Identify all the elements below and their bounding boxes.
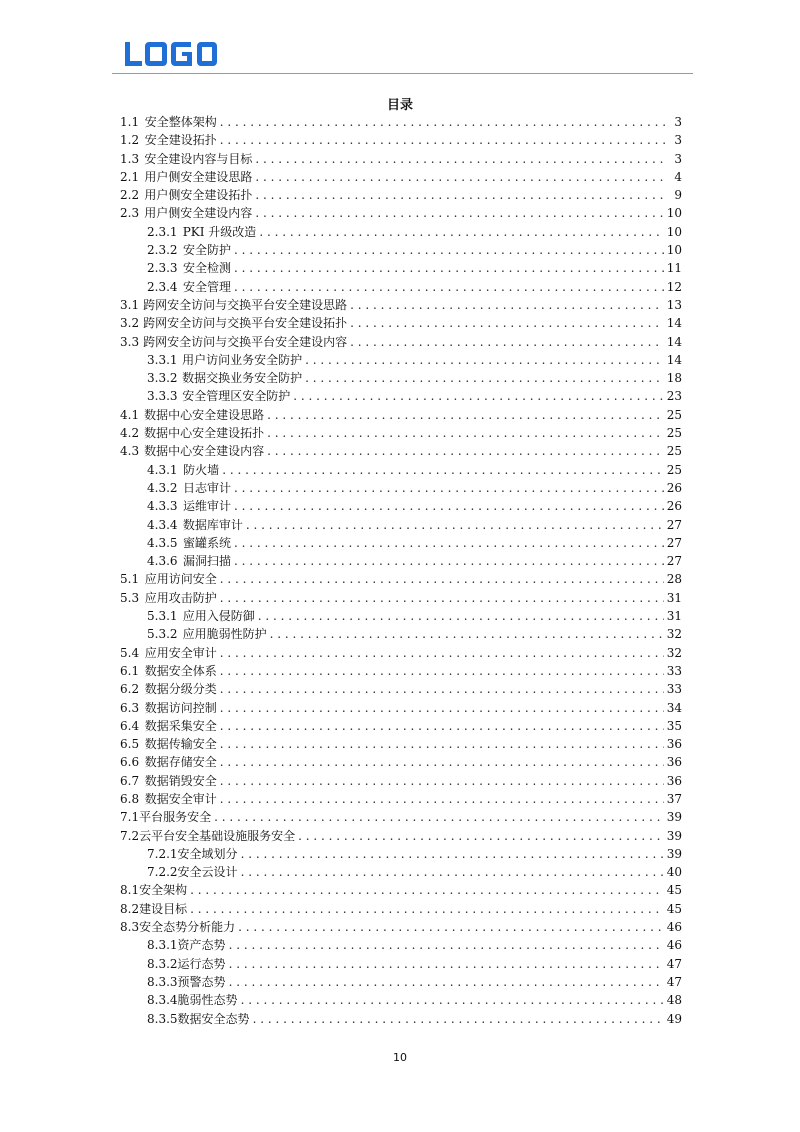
- toc-entry-number: 7.1: [120, 810, 140, 825]
- toc-entry[interactable]: [120, 699, 682, 717]
- dot-leader: [229, 955, 664, 973]
- toc-entry-page: 47: [666, 974, 682, 989]
- toc-entry-number: 2.1: [120, 169, 140, 184]
- toc-entry-page: 13: [666, 297, 682, 312]
- toc-entry-title: 数据存储安全: [144, 755, 217, 770]
- toc-entry[interactable]: [120, 223, 682, 241]
- toc-entry-title: 安全态势分析能力: [139, 920, 236, 935]
- toc-entry[interactable]: [120, 827, 682, 845]
- toc-entry-number: 5.3.1: [147, 609, 178, 624]
- toc-entry-title: 安全域划分: [177, 846, 238, 861]
- toc-entry-title: 安全云设计: [177, 865, 238, 880]
- toc-entry[interactable]: [120, 131, 682, 149]
- toc-entry-page: 25: [666, 462, 682, 477]
- toc-entry-title: 漏洞扫描: [183, 554, 232, 569]
- dot-leader: [220, 662, 664, 680]
- toc-entry-title: 跨网安全访问与交换平台安全建设内容: [143, 334, 348, 349]
- toc-entry-number: 4.3.3: [147, 499, 178, 514]
- toc-entry-number: 4.2: [120, 426, 140, 441]
- toc-entry-title: 应用访问安全: [144, 572, 217, 587]
- toc-entry[interactable]: [120, 753, 682, 771]
- dot-leader: [234, 552, 664, 570]
- logo-icon: [125, 40, 217, 68]
- toc-entry-page: 14: [666, 316, 682, 331]
- toc-entry[interactable]: [120, 881, 682, 899]
- toc-entry-title: 资产态势: [177, 938, 226, 953]
- toc-entry-page: 10: [666, 224, 682, 239]
- toc-entry-title: 应用脆弱性防护: [182, 627, 267, 642]
- toc-entry-page: 36: [666, 755, 682, 770]
- dot-leader: [229, 936, 664, 954]
- toc-entry-number: 3.2: [120, 316, 140, 331]
- toc-entry[interactable]: [120, 680, 682, 698]
- toc-entry-number: 4.3.1: [147, 462, 178, 477]
- toc-entry-number: 6.6: [120, 755, 140, 770]
- toc-entry-number: 6.4: [120, 718, 140, 733]
- toc-entry-page: 26: [666, 480, 682, 495]
- toc-entry-number: 3.1: [120, 297, 140, 312]
- toc-entry-title: 数据中心安全建设思路: [144, 407, 265, 422]
- toc-entry[interactable]: [120, 314, 682, 332]
- toc-entry-page: 46: [666, 938, 682, 953]
- toc-entry-page: 32: [666, 627, 682, 642]
- toc-entry-page: 14: [666, 334, 682, 349]
- dot-leader: [220, 131, 665, 149]
- dot-leader: [267, 406, 664, 424]
- toc-entry-number: 4.3.6: [147, 554, 178, 569]
- toc-entry-title: 安全架构: [139, 883, 188, 898]
- dot-leader: [220, 753, 664, 771]
- toc-entry-number: 4.3.4: [147, 517, 178, 532]
- dot-leader: [255, 150, 665, 168]
- toc-entry-page: 3: [674, 133, 682, 148]
- toc-entry-title: 预警态势: [177, 974, 226, 989]
- toc-entry-number: 5.4: [120, 645, 140, 660]
- toc-entry-page: 46: [666, 920, 682, 935]
- toc-entry-page: 39: [666, 810, 682, 825]
- dot-leader: [305, 369, 664, 387]
- toc-entry[interactable]: [120, 717, 682, 735]
- toc-entry-title: 数据库审计: [182, 517, 243, 532]
- toc-entry-page: 27: [666, 554, 682, 569]
- toc-entry[interactable]: [120, 461, 682, 479]
- dot-leader: [220, 680, 664, 698]
- toc-entry-page: 18: [666, 371, 682, 386]
- toc-entry-page: 33: [666, 682, 682, 697]
- page-number: 10: [393, 1051, 407, 1064]
- toc-entry-number: 4.3.2: [147, 480, 178, 495]
- toc-entry-number: 8.3.5: [147, 1011, 178, 1026]
- toc-entry-title: 安全防护: [183, 243, 232, 258]
- toc-entry-number: 7.2.1: [147, 846, 178, 861]
- toc-entry-title: 蜜罐系统: [183, 535, 232, 550]
- toc-entry-page: 31: [666, 609, 682, 624]
- toc-entry-page: 28: [666, 572, 682, 587]
- toc-entry-number: 3.3.3: [147, 389, 178, 404]
- toc-entry[interactable]: [120, 973, 682, 991]
- toc-entry-title: 数据采集安全: [144, 718, 217, 733]
- toc-entry-title: 数据中心安全建设拓扑: [144, 426, 265, 441]
- dot-leader: [220, 699, 664, 717]
- dot-leader: [190, 881, 664, 899]
- toc-entry-title: PKI 升级改造: [182, 224, 257, 239]
- dot-leader: [234, 534, 664, 552]
- toc-entry[interactable]: [120, 570, 682, 588]
- toc-entry-number: 2.3.2: [147, 243, 178, 258]
- toc-entry-title: 数据安全体系: [144, 663, 217, 678]
- toc-entry-number: 6.7: [120, 773, 140, 788]
- toc-entry-title: 数据分级分类: [144, 682, 217, 697]
- dot-leader: [305, 351, 664, 369]
- toc-entry-title: 脆弱性态势: [177, 993, 238, 1008]
- toc-entry[interactable]: [120, 333, 682, 351]
- toc-entry-page: 23: [666, 389, 682, 404]
- dot-leader: [258, 607, 664, 625]
- dot-leader: [241, 863, 664, 881]
- toc-entry-number: 4.3: [120, 444, 140, 459]
- toc-entry-title: 跨网安全访问与交换平台安全建设拓扑: [143, 316, 348, 331]
- dot-leader: [267, 442, 664, 460]
- toc-entry-title: 跨网安全访问与交换平台安全建设思路: [143, 297, 348, 312]
- toc-entry[interactable]: [120, 168, 682, 186]
- dot-leader: [234, 497, 664, 515]
- toc-entry[interactable]: [120, 625, 682, 643]
- toc-entry-title: 安全整体架构: [144, 115, 217, 129]
- toc-entry[interactable]: [120, 863, 682, 881]
- toc-entry[interactable]: [120, 772, 682, 790]
- toc-entry-page: 35: [666, 718, 682, 733]
- dot-leader: [246, 516, 664, 534]
- toc-entry-title: 数据交换业务安全防护: [182, 371, 303, 386]
- toc-entry-page: 10: [666, 206, 682, 221]
- toc-entry-page: 39: [666, 828, 682, 843]
- toc-entry-page: 47: [666, 956, 682, 971]
- toc-entry-number: 3.3.2: [147, 371, 178, 386]
- dot-leader: [220, 772, 664, 790]
- dot-leader: [241, 991, 664, 1009]
- toc-entry-number: 1.3: [120, 151, 140, 166]
- toc-entry-title: 运行态势: [177, 956, 226, 971]
- toc-entry-title: 应用安全审计: [144, 645, 217, 660]
- toc-entry-title: 运维审计: [183, 499, 232, 514]
- toc-entry-title: 平台服务安全: [139, 810, 212, 825]
- toc-entry-number: 6.5: [120, 737, 140, 752]
- toc-entry[interactable]: [120, 607, 682, 625]
- toc-entry-title: 应用攻击防护: [144, 590, 217, 605]
- dot-leader: [234, 278, 664, 296]
- toc-entry-title: 安全检测: [183, 261, 232, 276]
- dot-leader: [255, 168, 665, 186]
- dot-leader: [238, 918, 664, 936]
- dot-leader: [255, 204, 663, 222]
- company-logo: [125, 40, 217, 68]
- toc-entry-title: 云平台安全基础设施服务安全: [139, 828, 296, 843]
- toc-entry[interactable]: [120, 387, 682, 405]
- dot-leader: [259, 223, 663, 241]
- toc-title: 目录: [386, 98, 413, 113]
- toc-entry-number: 4.1: [120, 407, 140, 422]
- dot-leader: [220, 589, 664, 607]
- toc-entry-page: 4: [674, 169, 682, 184]
- toc-entry-page: 49: [666, 1011, 682, 1026]
- toc-entry-title: 数据访问控制: [144, 700, 217, 715]
- dot-leader: [253, 1010, 664, 1028]
- toc-entry-page: 26: [666, 499, 682, 514]
- toc-entry-title: 应用入侵防御: [182, 609, 255, 624]
- toc-entry-page: 25: [666, 426, 682, 441]
- toc-entry-number: 7.2.2: [147, 865, 178, 880]
- toc-entry[interactable]: [120, 406, 682, 424]
- toc-entry-number: 4.3.5: [147, 535, 178, 550]
- table-of-contents: [120, 113, 682, 1028]
- toc-entry-page: 10: [666, 243, 682, 258]
- toc-entry-number: 2.2: [120, 188, 140, 203]
- toc-entry-title: 安全建设拓扑: [144, 133, 217, 148]
- toc-entry-number: 7.2: [120, 828, 140, 843]
- toc-entry[interactable]: [120, 479, 682, 497]
- toc-entry[interactable]: [120, 644, 682, 662]
- toc-entry-page: 25: [666, 444, 682, 459]
- toc-entry[interactable]: [120, 241, 682, 259]
- toc-entry[interactable]: [120, 516, 682, 534]
- toc-entry[interactable]: [120, 204, 682, 222]
- toc-entry-page: 25: [666, 407, 682, 422]
- toc-entry-page: 34: [666, 700, 682, 715]
- dot-leader: [267, 424, 664, 442]
- toc-entry-page: 9: [674, 188, 682, 203]
- dot-leader: [220, 790, 664, 808]
- dot-leader: [241, 845, 664, 863]
- toc-entry-number: 8.3.4: [147, 993, 178, 1008]
- toc-entry-title: 用户访问业务安全防护: [182, 352, 303, 367]
- toc-entry-number: 3.3.1: [147, 352, 178, 367]
- toc-entry-number: 8.3.3: [147, 974, 178, 989]
- toc-entry[interactable]: [120, 955, 682, 973]
- toc-entry[interactable]: [120, 900, 682, 918]
- toc-entry-page: 14: [666, 352, 682, 367]
- toc-entry-page: 3: [674, 151, 682, 166]
- toc-entry-page: 3: [674, 115, 682, 129]
- toc-entry-number: 5.3: [120, 590, 140, 605]
- toc-entry[interactable]: [120, 442, 682, 460]
- toc-entry-number: 1.2: [120, 133, 140, 148]
- toc-entry[interactable]: [120, 278, 682, 296]
- toc-entry[interactable]: [120, 662, 682, 680]
- header-divider: [112, 73, 693, 74]
- toc-entry-page: 36: [666, 773, 682, 788]
- toc-entry-page: 11: [666, 261, 682, 276]
- toc-entry[interactable]: [120, 296, 682, 314]
- toc-entry-title: 数据安全审计: [144, 791, 217, 806]
- toc-entry-number: 8.2: [120, 901, 140, 916]
- toc-entry[interactable]: [120, 1010, 682, 1028]
- dot-leader: [220, 113, 665, 131]
- dot-leader: [222, 461, 664, 479]
- toc-entry[interactable]: [120, 790, 682, 808]
- toc-entry[interactable]: [120, 369, 682, 387]
- toc-entry-title: 安全管理区安全防护: [182, 389, 291, 404]
- toc-entry-number: 2.3.1: [147, 224, 178, 239]
- toc-entry[interactable]: [120, 808, 682, 826]
- toc-entry-number: 8.1: [120, 883, 140, 898]
- toc-entry[interactable]: [120, 589, 682, 607]
- toc-entry-number: 2.3: [120, 206, 140, 221]
- toc-entry-title: 用户侧安全建设拓扑: [144, 188, 253, 203]
- toc-entry-title: 安全建设内容与目标: [144, 151, 253, 166]
- toc-entry-title: 建设目标: [139, 901, 188, 916]
- toc-entry-title: 数据中心安全建设内容: [144, 444, 265, 459]
- toc-entry-title: 用户侧安全建设思路: [144, 169, 253, 184]
- toc-entry-number: 2.3.4: [147, 279, 178, 294]
- toc-entry[interactable]: [120, 351, 682, 369]
- dot-leader: [214, 808, 664, 826]
- toc-entry[interactable]: [120, 113, 682, 131]
- toc-entry-page: 31: [666, 590, 682, 605]
- dot-leader: [270, 625, 664, 643]
- dot-leader: [234, 479, 664, 497]
- toc-entry-page: 33: [666, 663, 682, 678]
- toc-entry-page: 36: [666, 737, 682, 752]
- toc-entry-number: 6.2: [120, 682, 140, 697]
- dot-leader: [190, 900, 664, 918]
- toc-entry-page: 27: [666, 517, 682, 532]
- toc-entry[interactable]: [120, 259, 682, 277]
- dot-leader: [220, 644, 664, 662]
- toc-entry[interactable]: [120, 150, 682, 168]
- dot-leader: [350, 333, 664, 351]
- toc-entry-page: 27: [666, 535, 682, 550]
- toc-entry[interactable]: [120, 186, 682, 204]
- toc-entry[interactable]: [120, 552, 682, 570]
- dot-leader: [293, 387, 663, 405]
- toc-entry-number: 1.1: [120, 115, 140, 129]
- toc-entry[interactable]: [120, 845, 682, 863]
- toc-entry[interactable]: [120, 735, 682, 753]
- toc-entry[interactable]: [120, 424, 682, 442]
- toc-entry-title: 数据安全态势: [177, 1011, 250, 1026]
- toc-entry-title: 数据传输安全: [144, 737, 217, 752]
- dot-leader: [234, 259, 664, 277]
- toc-entry-number: 8.3.2: [147, 956, 178, 971]
- toc-entry[interactable]: [120, 918, 682, 936]
- toc-entry[interactable]: [120, 497, 682, 515]
- toc-entry-page: 39: [666, 846, 682, 861]
- toc-entry-number: 6.3: [120, 700, 140, 715]
- dot-leader: [220, 717, 664, 735]
- toc-entry-page: 40: [666, 865, 682, 880]
- dot-leader: [255, 186, 665, 204]
- toc-entry-title: 用户侧安全建设内容: [144, 206, 253, 221]
- toc-entry-number: 6.8: [120, 791, 140, 806]
- toc-entry-number: 5.3.2: [147, 627, 178, 642]
- dot-leader: [229, 973, 664, 991]
- toc-entry-page: 32: [666, 645, 682, 660]
- toc-entry[interactable]: [120, 991, 682, 1009]
- toc-entry-number: 8.3: [120, 920, 140, 935]
- dot-leader: [298, 827, 664, 845]
- dot-leader: [350, 296, 664, 314]
- toc-entry-number: 3.3: [120, 334, 140, 349]
- dot-leader: [234, 241, 664, 259]
- toc-entry-page: 48: [666, 993, 682, 1008]
- toc-entry-page: 45: [666, 901, 682, 916]
- toc-entry-title: 日志审计: [183, 480, 232, 495]
- toc-entry-title: 防火墙: [183, 462, 220, 477]
- dot-leader: [220, 735, 664, 753]
- dot-leader: [350, 314, 664, 332]
- toc-entry-title: 数据销毁安全: [144, 773, 217, 788]
- toc-entry-number: 6.1: [120, 663, 140, 678]
- toc-entry-title: 安全管理: [183, 279, 232, 294]
- toc-entry-page: 45: [666, 883, 682, 898]
- toc-entry[interactable]: [120, 936, 682, 954]
- toc-entry[interactable]: [120, 534, 682, 552]
- toc-entry-page: 12: [666, 279, 682, 294]
- dot-leader: [220, 570, 664, 588]
- toc-entry-number: 2.3.3: [147, 261, 178, 276]
- toc-entry-number: 8.3.1: [147, 938, 178, 953]
- toc-entry-number: 5.1: [120, 572, 140, 587]
- toc-entry-page: 37: [666, 791, 682, 806]
